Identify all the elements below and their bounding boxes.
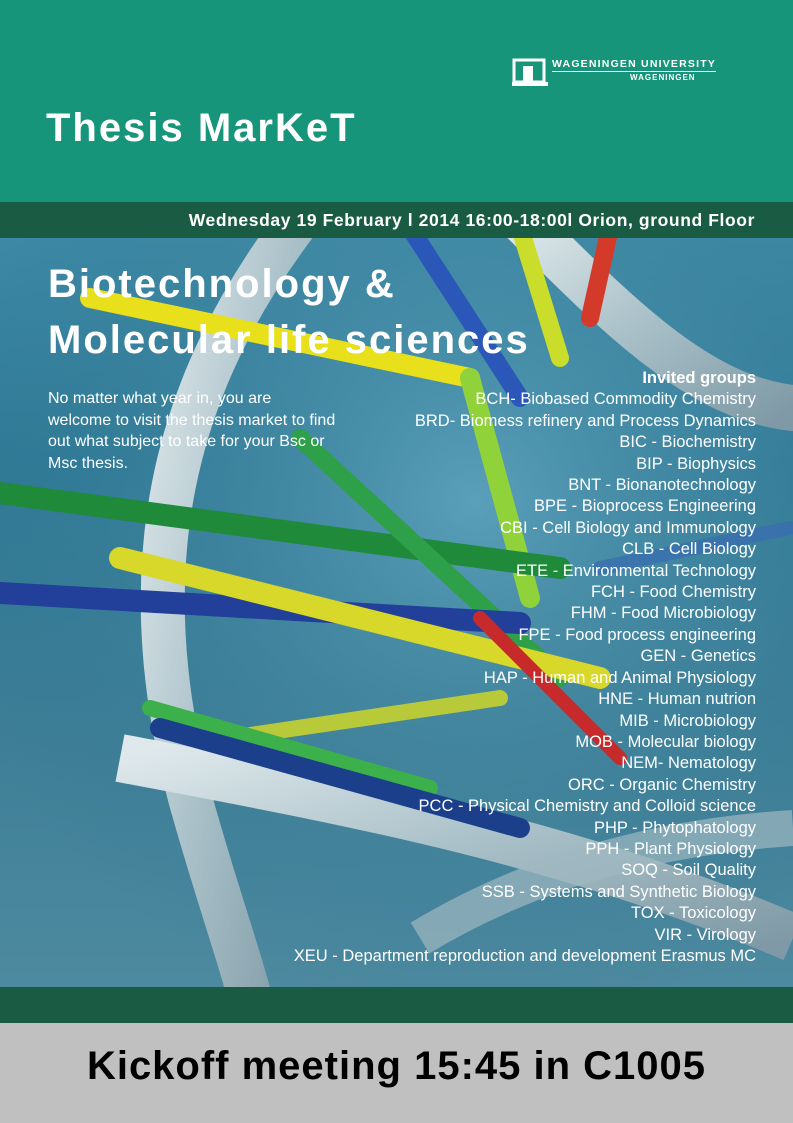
group-item: SOQ - Soil Quality xyxy=(621,861,756,880)
subject-line-2: Molecular life sciences xyxy=(48,318,530,362)
group-item: NEM- Nematology xyxy=(621,754,756,773)
group-item: PHP - Phytophatology xyxy=(593,818,756,837)
kickoff-meeting-text: Kickoff meeting 15:45 in C1005 xyxy=(86,1044,707,1088)
group-item: MIB - Microbiology xyxy=(619,711,756,730)
poster-title: Thesis MarKeT xyxy=(46,106,357,150)
group-item: FCH - Food Chemistry xyxy=(590,583,756,602)
event-date-line: Wednesday 19 February l 2014 16:00-18:00l Orion, ground Floor xyxy=(188,210,755,230)
group-item: CBI - Cell Biology and Immunology xyxy=(500,518,756,537)
group-item: SSB - Systems and Synthetic Biology xyxy=(481,882,756,901)
subject-line-1: Biotechnology & xyxy=(48,262,396,306)
group-item: PCC - Physical Chemistry and Colloid science xyxy=(418,797,756,816)
bottom-band xyxy=(0,987,793,1023)
subject-heading xyxy=(48,256,530,368)
logo-line-1: WAGENINGEN UNIVERSITY xyxy=(552,58,717,70)
group-item: GEN - Genetics xyxy=(640,647,756,666)
intro-text: No matter what year in, you are welcome to visit the thesis market to find out what subject to take for your Bsc or Msc thesis. xyxy=(48,390,336,472)
logo-line-2: WAGENINGEN xyxy=(630,73,696,82)
group-item: BNT - Bionanotechnology xyxy=(568,476,756,495)
invited-groups-list xyxy=(196,368,756,967)
group-item: MOB - Molecular biology xyxy=(575,732,756,751)
group-item: HNE - Human nutrion xyxy=(598,690,756,709)
group-item: ORC - Organic Chemistry xyxy=(568,775,756,794)
group-item: VIR - Virology xyxy=(654,925,756,944)
group-item: CLB - Cell Biology xyxy=(622,540,756,559)
group-item: HAP - Human and Animal Physiology xyxy=(483,668,756,687)
group-item: XEU - Department reproduction and development Erasmus MC xyxy=(293,946,756,965)
group-item: BIC - Biochemistry xyxy=(619,433,756,452)
group-item: BPE - Bioprocess Engineering xyxy=(534,497,756,516)
header-band xyxy=(0,0,793,202)
group-item: ETE - Environmental Technology xyxy=(516,561,756,580)
group-item: FPE - Food process engineering xyxy=(518,625,756,644)
invited-groups-heading: Invited groups xyxy=(642,369,756,387)
university-building-icon xyxy=(512,56,548,90)
group-item: FHM - Food Microbiology xyxy=(570,604,756,623)
group-item: BCH- Biobased Commodity Chemistry xyxy=(475,390,756,409)
group-item: BRD- Biomess refinery and Process Dynamics xyxy=(414,411,756,430)
group-item: PPH - Plant Physiology xyxy=(585,839,756,858)
wageningen-logo xyxy=(512,56,740,90)
group-item: TOX - Toxicology xyxy=(630,904,756,923)
group-item: BIP - Biophysics xyxy=(636,454,756,473)
